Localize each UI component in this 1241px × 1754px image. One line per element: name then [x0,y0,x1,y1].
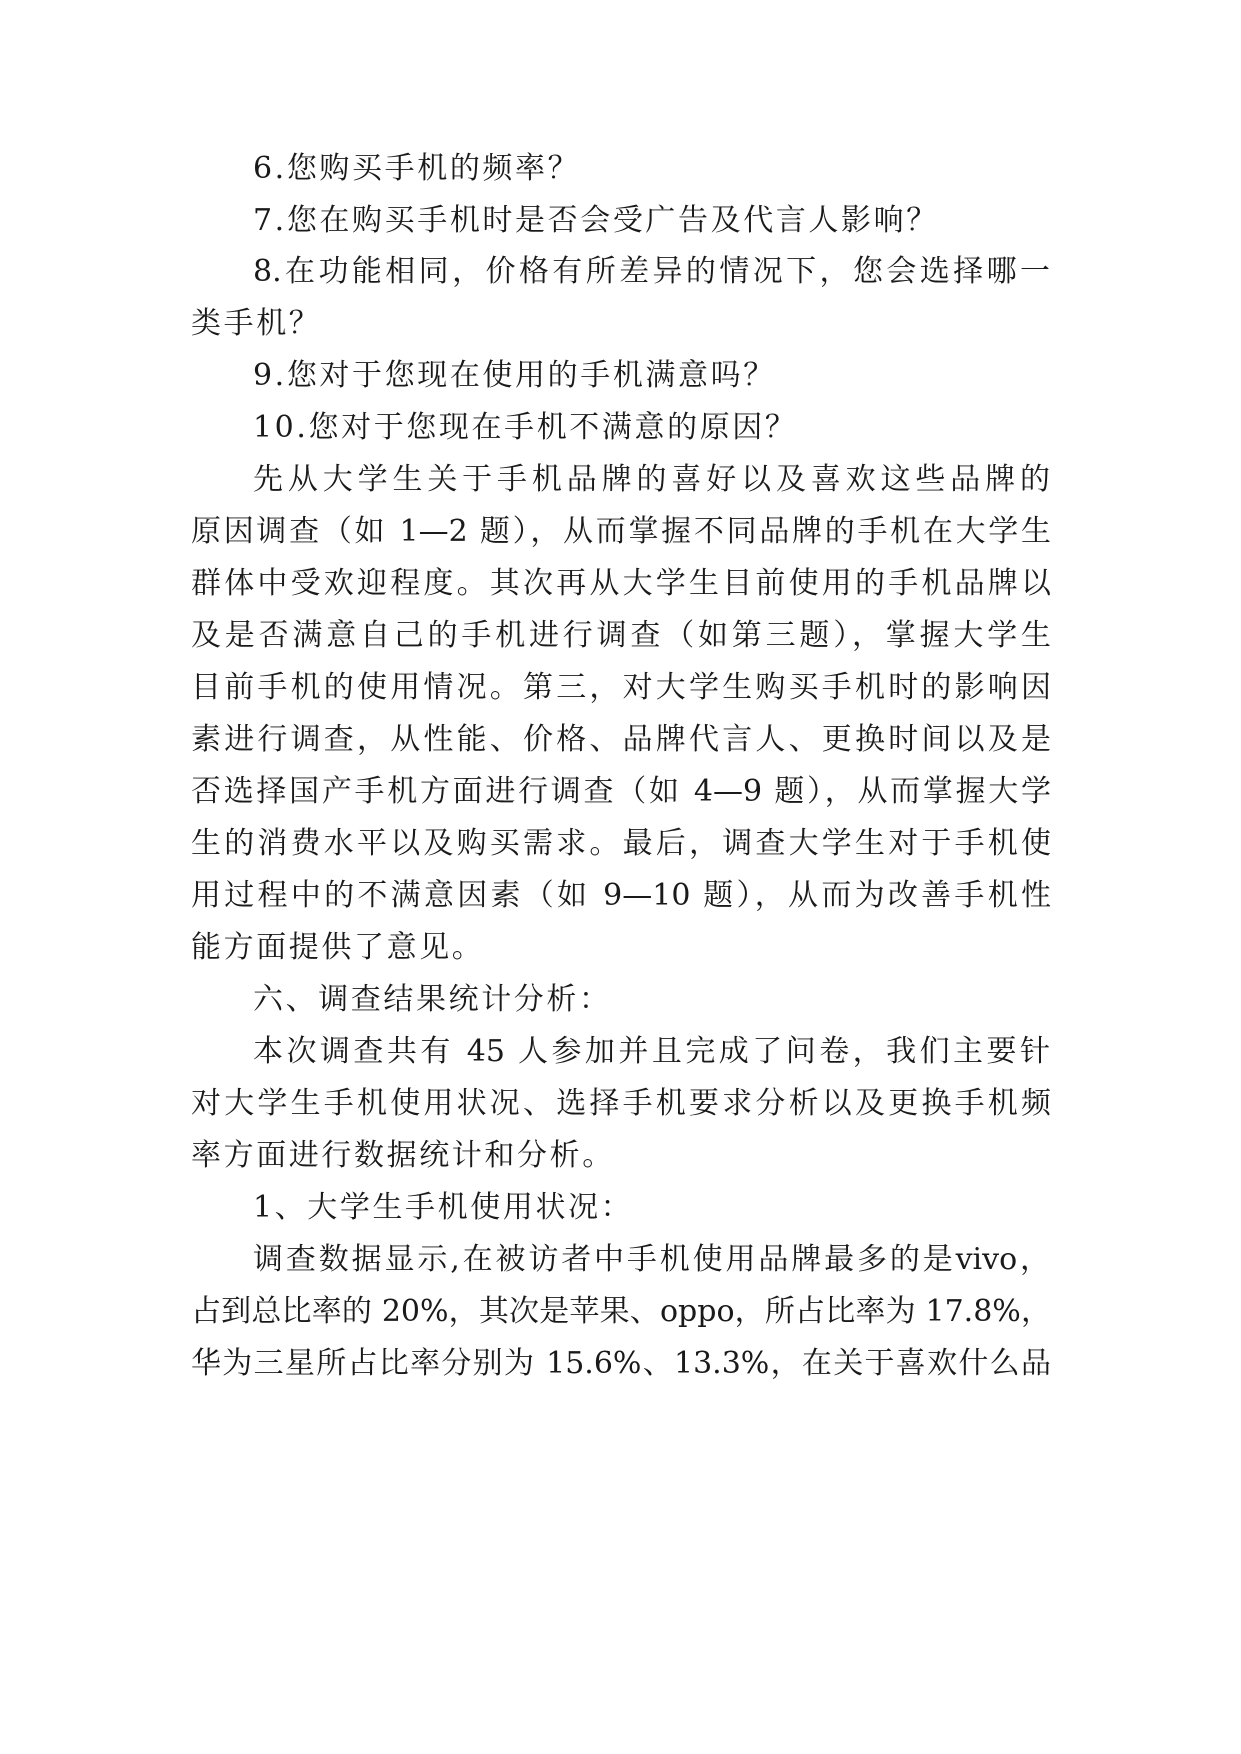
paragraph-line: 素进行调查，从性能、价格、品牌代言人、更换时间以及是 [191,722,1051,757]
paragraph-line: 否选择国产手机方面进行调查（如 4—9 题），从而掌握大学 [191,774,1051,809]
paragraph-line: 对大学生手机使用状况、选择手机要求分析以及更换手机频 [191,1086,1051,1121]
survey-question-9: 9.您对于您现在使用的手机满意吗？ [253,358,776,393]
paragraph-line: 目前手机的使用情况。第三，对大学生购买手机时的影响因 [191,670,1051,705]
survey-question-6: 6.您购买手机的频率？ [253,151,581,186]
survey-question-8-line-1: 8.在功能相同，价格有所差异的情况下，您会选择哪一 [253,254,1050,289]
paragraph-line: 生的消费水平以及购买需求。最后，调查大学生对于手机使 [191,826,1051,861]
survey-question-10: 10.您对于您现在手机不满意的原因？ [253,410,798,445]
subsection-heading: 1、大学生手机使用状况： [253,1190,634,1225]
section-heading: 六、调查结果统计分析： [253,982,612,1017]
survey-question-8-line-2: 类手机？ [191,306,322,341]
paragraph-line: 原因调查（如 1—2 题），从而掌握不同品牌的手机在大学生 [191,514,1051,549]
paragraph-line: 率方面进行数据统计和分析。 [191,1138,615,1173]
survey-question-7: 7.您在购买手机时是否会受广告及代言人影响？ [253,203,939,238]
paragraph-line: 本次调查共有 45 人参加并且完成了问卷，我们主要针 [253,1034,1050,1069]
paragraph-line: 占到总比率的 20%，其次是苹果、oppo，所占比率为 17.8%， [191,1294,1051,1329]
paragraph-line: 及是否满意自己的手机进行调查（如第三题），掌握大学生 [191,618,1051,653]
paragraph-line: 华为三星所占比率分别为 15.6%、13.3%，在关于喜欢什么品 [191,1346,1051,1381]
paragraph-line: 先从大学生关于手机品牌的喜好以及喜欢这些品牌的 [253,462,1050,497]
paragraph-line: 群体中受欢迎程度。其次再从大学生目前使用的手机品牌以 [191,566,1051,601]
paragraph-line: 用过程中的不满意因素（如 9—10 题），从而为改善手机性 [191,878,1051,913]
paragraph-line: 调查数据显示,在被访者中手机使用品牌最多的是vivo， [253,1242,1050,1277]
paragraph-line: 能方面提供了意见。 [191,930,485,965]
